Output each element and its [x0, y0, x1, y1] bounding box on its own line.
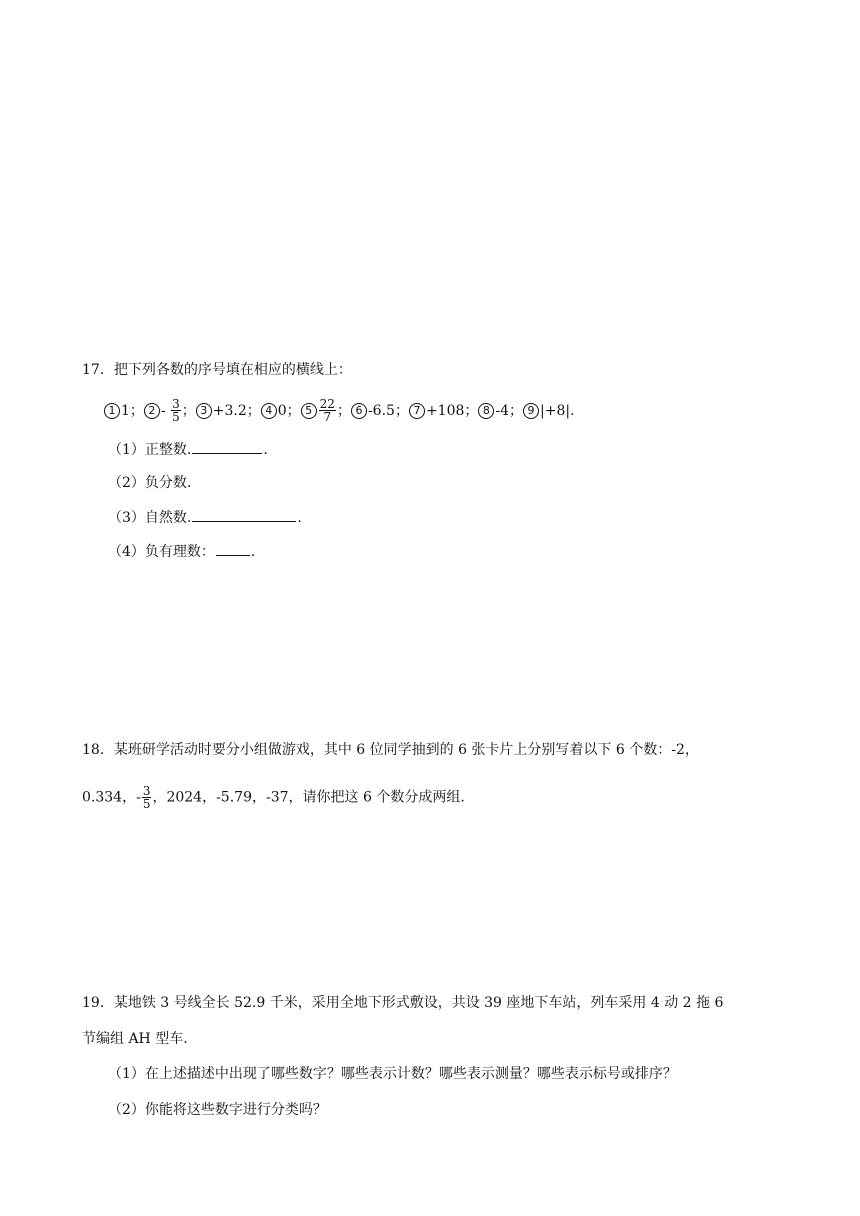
- circled-8-icon: 8: [478, 403, 494, 419]
- item-2: 2 - $\frac{3}{5}$ ；: [144, 403, 196, 419]
- answer-blank-4[interactable]: [216, 541, 250, 556]
- item-9: 9 |+8|.: [523, 403, 575, 419]
- q19-line-2: 节编组 AH 型车.: [82, 1031, 188, 1047]
- circled-6-icon: 6: [351, 403, 367, 419]
- item-1: 1 1；: [104, 403, 144, 419]
- fraction-3-5: $\frac{3}{5}$: [172, 397, 180, 424]
- circled-1-icon: 1: [104, 403, 120, 419]
- circled-5-icon: 5: [301, 403, 317, 419]
- q18-line-2: 0.334，- $\frac{3}{5}$ ，2024，-5.79，-37，请你把这 6 个数分成两组.: [82, 784, 465, 811]
- answer-blank-3[interactable]: [192, 507, 296, 522]
- item-8: 8 -4；: [478, 403, 523, 419]
- circled-9-icon: 9: [523, 403, 539, 419]
- q18-line-1: 18．某班研学活动时要分小组做游戏，其中 6 位同学抽到的 6 张卡片上分别写着以下 6 个数：-2，: [82, 742, 699, 758]
- q17-part-1: （1）正整数. .: [108, 439, 268, 460]
- q17-stem: 17．把下列各数的序号填在相应的横线上：: [82, 362, 352, 378]
- fraction-3-5: $\frac{3}{5}$: [142, 784, 151, 811]
- q19-part-1: （1）在上述描述中出现了哪些数字？哪些表示计数？哪些表示测量？哪些表示标号或排序？: [108, 1066, 677, 1082]
- item-7: 7 +108；: [409, 403, 478, 419]
- q19-line-1: 19．某地铁 3 号线全长 52.9 千米，采用全地下形式敷设，共设 39 座地下车站，列车采用 4 动 2 拖 6: [82, 995, 724, 1011]
- item-5: 5 $\frac{22}{7}$ ；: [301, 403, 351, 419]
- item-6: 6 -6.5；: [351, 403, 409, 419]
- answer-blank-1[interactable]: [192, 439, 262, 454]
- circled-4-icon: 4: [261, 403, 277, 419]
- circled-2-icon: 2: [144, 403, 160, 419]
- q17-part-3: （3）自然数. .: [108, 507, 302, 528]
- circled-3-icon: 3: [196, 403, 212, 419]
- fraction-22-7: $\frac{22}{7}$: [319, 397, 335, 424]
- q17-part-2: （2）负分数.: [108, 475, 192, 491]
- q19-part-2: （2）你能将这些数字进行分类吗？: [108, 1102, 327, 1118]
- q17-number-list: [104, 398, 575, 423]
- item-3: 3 +3.2；: [196, 403, 261, 419]
- circled-7-icon: 7: [409, 403, 425, 419]
- q17-part-4: （4）负有理数： .: [108, 541, 255, 562]
- item-4: 4 0；: [261, 403, 301, 419]
